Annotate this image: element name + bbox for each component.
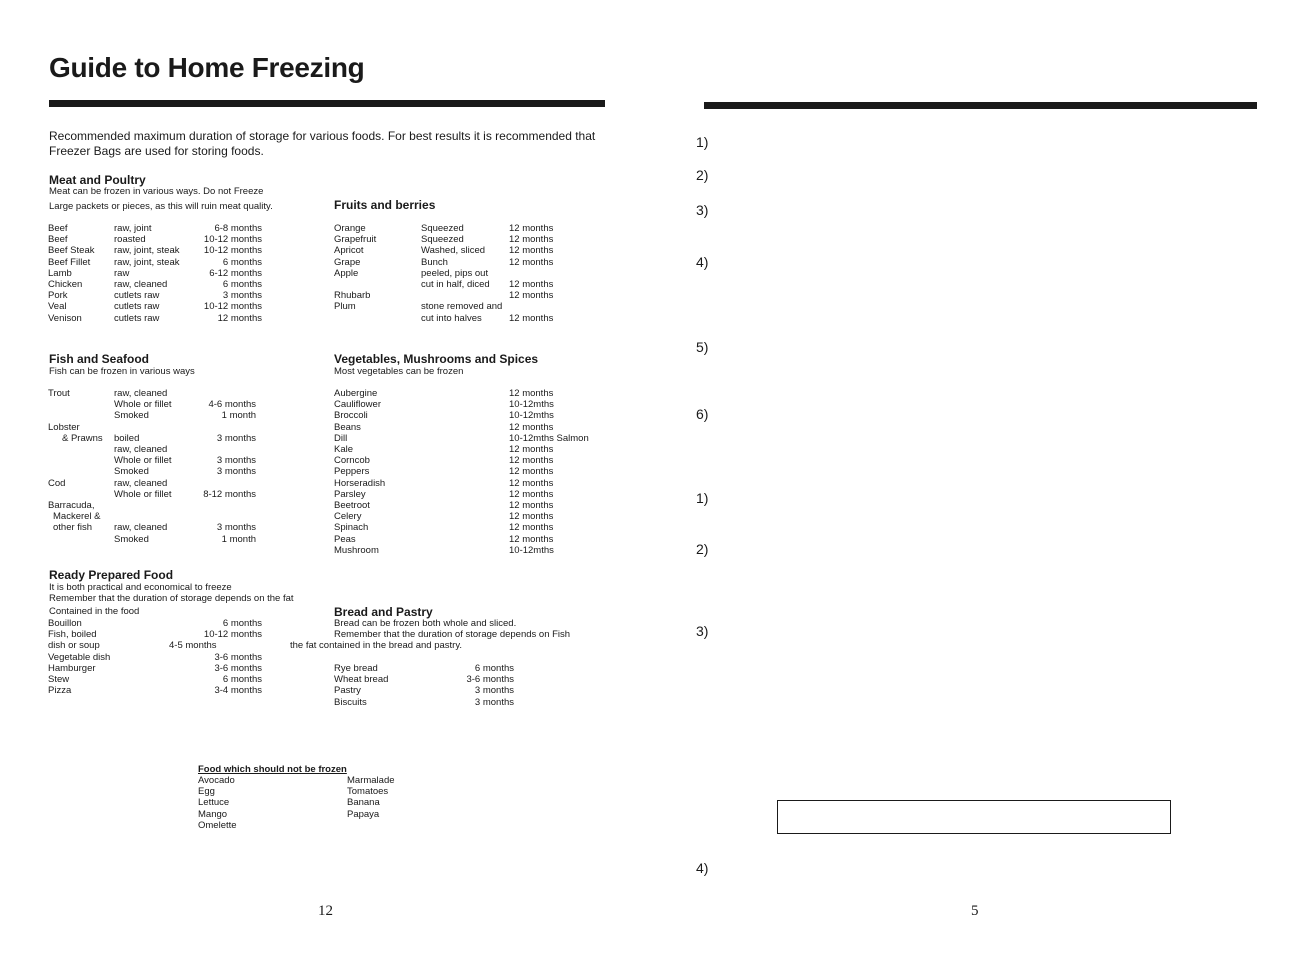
fish-prep: Whole or fillet <box>114 455 172 467</box>
bread-name: Pastry <box>334 685 361 697</box>
left-title-rule <box>49 100 605 107</box>
bread-name: Rye bread <box>334 663 378 674</box>
fruits-dur: 12 months <box>509 290 554 302</box>
fish-prep: Whole or fillet <box>114 399 172 411</box>
bread-note-3: the fat contained in the bread and pastry. <box>290 640 462 651</box>
veg-note: Most vegetables can be frozen <box>334 366 464 377</box>
fish-dur: 3 months <box>216 432 256 444</box>
ready-name: Hamburger <box>48 662 96 674</box>
veg-heading: Vegetables, Mushrooms and Spices <box>334 352 539 366</box>
ready-note-3: Contained in the food <box>49 606 140 617</box>
meat-dur: 10-12 months <box>203 234 262 246</box>
bread-name: Wheat bread <box>334 674 389 686</box>
meat-dur: 3 months <box>222 290 262 302</box>
veg-name: Spinach <box>334 522 369 534</box>
fish-note: Fish can be frozen in various ways <box>49 366 195 377</box>
step-number-marker: 3) <box>696 623 709 639</box>
fruits-dur: 12 months <box>509 256 554 268</box>
not-frozen-item: Tomatoes <box>347 786 389 798</box>
fish-name: Barracuda, <box>48 500 95 511</box>
veg-name: Peas <box>334 533 356 545</box>
ready-name: Pizza <box>48 685 72 697</box>
meat-prep: cutlets raw <box>114 290 160 302</box>
not-frozen-item: Mango <box>198 808 228 820</box>
veg-name: Celery <box>334 511 362 523</box>
veg-name: Horseradish <box>334 477 386 489</box>
veg-dur: 12 months <box>509 511 554 523</box>
fruits-name: Apple <box>334 267 359 279</box>
fruits-prep: Squeezed <box>421 234 464 246</box>
fish-prep: raw, cleaned <box>114 444 168 455</box>
veg-name: Cauliflower <box>334 399 381 411</box>
fish-prep: Smoked <box>114 533 149 545</box>
ready-mid: 4-5 months <box>169 640 217 652</box>
veg-name: Aubergine <box>334 388 378 399</box>
fruits-name: Grape <box>334 256 361 268</box>
veg-name: Parsley <box>334 488 366 500</box>
bread-dur: 6 months <box>474 663 514 674</box>
fruits-dur: 12 months <box>509 223 554 234</box>
meat-name: Venison <box>48 312 82 324</box>
veg-name: Corncob <box>334 455 370 467</box>
meat-name: Beef <box>48 223 68 234</box>
fish-name: & Prawns <box>62 432 103 444</box>
bread-dur: 3-6 months <box>466 674 514 686</box>
bread-name: Biscuits <box>334 696 367 708</box>
step-number-marker: 4) <box>696 860 709 876</box>
fish-heading: Fish and Seafood <box>49 352 150 366</box>
intro-text: Recommended maximum duration of storage for various foods. For best results it is recommended that Freezer Bags are used for storing foods. <box>49 129 596 158</box>
bread-dur: 3 months <box>474 696 514 708</box>
not-frozen-item: Lettuce <box>198 797 230 809</box>
step-number-marker: 5) <box>696 339 709 355</box>
fruits-heading: Fruits and berries <box>334 198 436 212</box>
fruits-name: Rhubarb <box>334 290 371 302</box>
veg-dur: 12 months <box>509 421 554 433</box>
fish-dur: 1 month <box>221 533 256 545</box>
ready-dur: 6 months <box>222 618 262 629</box>
meat-name: Beef Fillet <box>48 256 91 268</box>
ready-name: Stew <box>48 674 70 685</box>
fish-prep: raw, cleaned <box>114 477 168 489</box>
veg-name: Dill <box>334 432 348 444</box>
fruits-dur: 12 months <box>509 312 554 324</box>
fish-dur: 3 months <box>216 466 256 478</box>
veg-dur: 12 months <box>509 533 554 545</box>
step-number-marker: 1) <box>696 134 709 150</box>
bread-dur: 3 months <box>474 685 514 697</box>
bread-note-2: Remember that the duration of storage depends on Fish <box>334 629 571 640</box>
not-frozen-item: Avocado <box>198 775 235 786</box>
meat-name: Lamb <box>48 267 72 279</box>
not-frozen-item: Papaya <box>347 808 380 820</box>
ready-dur: 3-6 months <box>214 662 262 674</box>
ready-name: dish or soup <box>48 640 100 652</box>
meat-prep: raw, joint, steak <box>114 256 180 268</box>
ready-name: Fish, boiled <box>48 629 97 641</box>
meat-prep: raw <box>114 267 130 279</box>
not-frozen-item: Egg <box>198 786 215 798</box>
veg-dur: 12 months <box>509 477 554 489</box>
veg-name: Peppers <box>334 466 370 478</box>
step-number-marker: 2) <box>696 541 709 557</box>
fish-name: Trout <box>48 388 70 399</box>
fish-prep: raw, cleaned <box>114 388 168 399</box>
step-number-marker: 4) <box>696 254 709 270</box>
fruits-name: Grapefruit <box>334 234 377 246</box>
fish-prep: Whole or fillet <box>114 488 172 500</box>
meat-prep: roasted <box>114 234 146 246</box>
ready-note-1: It is both practical and economical to freeze <box>49 582 232 593</box>
fish-prep: Smoked <box>114 410 149 422</box>
page-number-left: 12 <box>318 903 333 919</box>
ready-note-2: Remember that the duration of storage depends on the fat <box>49 593 294 604</box>
ready-name: Bouillon <box>48 618 82 629</box>
fruits-dur: 12 months <box>509 234 554 246</box>
meat-prep: cutlets raw <box>114 301 160 313</box>
fish-dur: 3 months <box>216 455 256 467</box>
fruits-name: Plum <box>334 301 356 313</box>
meat-note-1: Meat can be frozen in various ways. Do not Freeze <box>49 186 264 197</box>
fruits-dur: 12 months <box>509 279 554 290</box>
fruits-dur: 12 months <box>509 245 554 257</box>
fish-dur: 3 months <box>216 522 256 534</box>
veg-name: Beetroot <box>334 500 370 511</box>
veg-dur: 12 months <box>509 500 554 511</box>
meat-name: Beef <box>48 234 68 246</box>
veg-dur: 12 months <box>509 444 554 455</box>
veg-name: Beans <box>334 421 361 433</box>
meat-name: Beef Steak <box>48 245 95 257</box>
veg-dur: 10-12mths <box>509 544 554 556</box>
not-frozen-item: Omelette <box>198 819 237 831</box>
meat-prep: raw, cleaned <box>114 279 168 290</box>
ready-heading: Ready Prepared Food <box>49 568 174 582</box>
not-frozen-item: Banana <box>347 797 380 809</box>
fish-name: other fish <box>53 522 93 534</box>
step-number-marker: 2) <box>696 167 709 183</box>
meat-note-2: Large packets or pieces, as this will ruin meat quality. <box>49 201 273 212</box>
meat-name: Pork <box>48 290 68 302</box>
meat-dur: 6 months <box>222 279 262 290</box>
meat-dur: 6-12 months <box>209 267 262 279</box>
meat-dur: 10-12 months <box>203 301 262 313</box>
page-title: Guide to Home Freezing <box>49 52 365 83</box>
right-title-rule <box>704 102 1257 109</box>
fish-prep: Smoked <box>114 466 149 478</box>
ready-dur: 3-6 months <box>214 651 262 663</box>
ready-dur: 10-12 months <box>203 629 262 641</box>
ready-dur: 3-4 months <box>214 685 262 697</box>
fruits-name: Orange <box>334 223 366 234</box>
fruits-name: Apricot <box>334 245 364 257</box>
veg-name: Broccoli <box>334 410 368 422</box>
bread-note-1: Bread can be frozen both whole and sliced. <box>334 618 517 629</box>
veg-dur: 12 months <box>509 466 554 478</box>
veg-name: Mushroom <box>334 544 379 556</box>
meat-dur: 10-12 months <box>203 245 262 257</box>
empty-text-box <box>777 800 1171 834</box>
fish-prep: raw, cleaned <box>114 522 168 534</box>
step-number-marker: 1) <box>696 490 709 506</box>
ready-name: Vegetable dish <box>48 651 111 663</box>
fruits-prep: peeled, pips out <box>421 267 489 279</box>
veg-name: Kale <box>334 444 354 455</box>
veg-dur: 10-12mths <box>509 410 554 422</box>
veg-dur: 12 months <box>509 488 554 500</box>
meat-prep: raw, joint <box>114 223 152 234</box>
meat-dur: 6-8 months <box>214 223 262 234</box>
fish-name: Lobster <box>48 421 80 433</box>
fish-dur: 8-12 months <box>203 488 256 500</box>
ready-dur: 6 months <box>222 674 262 685</box>
not-frozen-heading: Food which should not be frozen <box>198 764 347 775</box>
fruits-prep: stone removed and <box>421 301 503 313</box>
fish-prep: boiled <box>114 432 140 444</box>
fish-name: Cod <box>48 477 66 489</box>
fish-dur: 1 month <box>221 410 256 422</box>
bread-heading: Bread and Pastry <box>334 605 433 619</box>
fruits-prep: Squeezed <box>421 223 464 234</box>
fruits-prep: cut into halves <box>421 312 482 324</box>
veg-dur: 10-12mths <box>509 399 554 411</box>
veg-dur: 12 months <box>509 388 554 399</box>
not-frozen-item: Marmalade <box>347 775 395 786</box>
fruits-prep: Bunch <box>421 256 448 268</box>
veg-dur: 12 months <box>509 522 554 534</box>
meat-heading: Meat and Poultry <box>49 173 146 187</box>
meat-prep: cutlets raw <box>114 312 160 324</box>
fish-name: Mackerel & <box>53 511 101 523</box>
meat-dur: 12 months <box>217 312 262 324</box>
fish-dur: 4-6 months <box>208 399 256 411</box>
fruits-prep: Washed, sliced <box>421 245 486 257</box>
veg-dur: 10-12mths Salmon <box>509 432 589 444</box>
page-number-right: 5 <box>971 903 979 919</box>
meat-prep: raw, joint, steak <box>114 245 180 257</box>
meat-dur: 6 months <box>222 256 262 268</box>
fruits-prep: cut in half, diced <box>421 279 490 290</box>
step-number-marker: 6) <box>696 406 709 422</box>
meat-name: Veal <box>48 301 67 313</box>
veg-dur: 12 months <box>509 455 554 467</box>
meat-name: Chicken <box>48 279 83 290</box>
step-number-marker: 3) <box>696 202 709 218</box>
